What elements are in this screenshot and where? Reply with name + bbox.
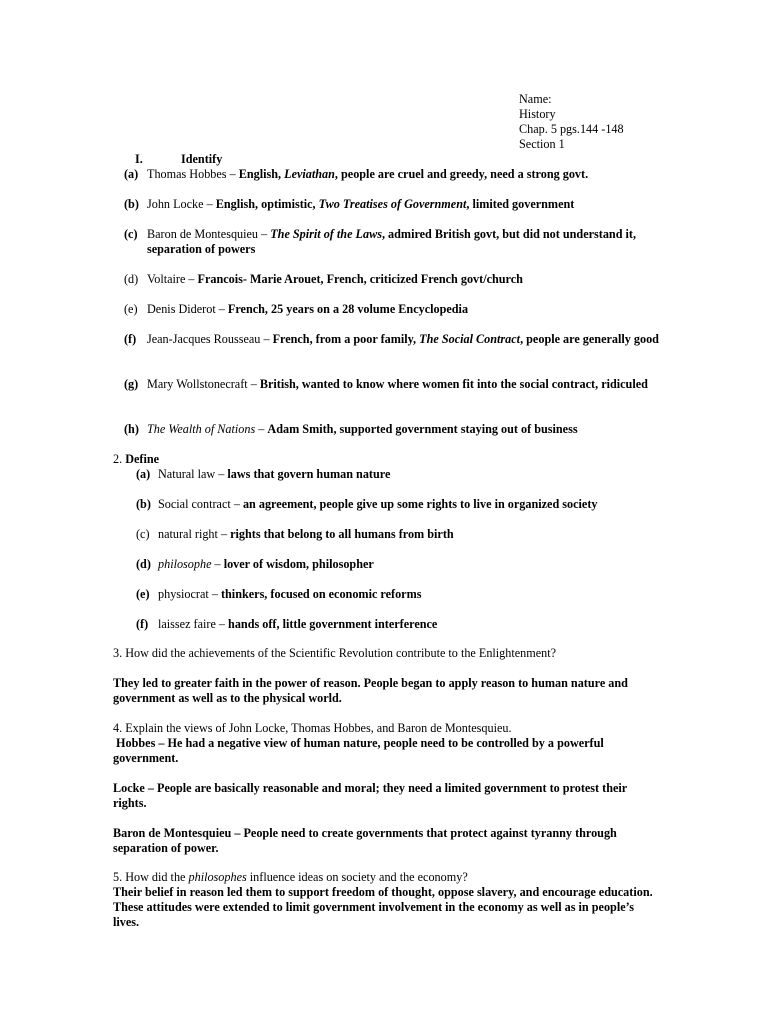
item-separator: – [203, 197, 216, 211]
item-label: (a) [124, 167, 139, 181]
item-separator: – [226, 167, 239, 181]
section-1-heading [135, 152, 223, 167]
question-5 [113, 870, 658, 885]
item-def: lover of wisdom, philosopher [223, 557, 374, 571]
item-desc: French, 25 years on a 28 volume Encyclopedia [227, 302, 469, 316]
answer-4-locke: Locke – People are basically reasonable and moral; they need a limited government to protest their rights. [113, 781, 627, 810]
section-1-numeral: I. [135, 152, 143, 166]
item-term: Jean-Jacques Rousseau [147, 332, 261, 346]
item-separator: – [217, 527, 231, 541]
item-term: physiocrat [158, 587, 209, 601]
chapter-label: Chap. 5 pgs.144 -148 [519, 122, 624, 136]
section-2-title: Define [125, 452, 160, 466]
item-desc: The Spirit of the Laws, admired British govt, but did not understand it, separation of powers [147, 227, 637, 256]
section-label: Section 1 [519, 137, 565, 151]
item-desc: English, optimistic, Two Treatises of Government, limited government [215, 197, 575, 211]
item-separator: – [211, 557, 224, 571]
item-separator: – [185, 272, 198, 286]
item-desc: Adam Smith, supported government staying out of business [267, 422, 578, 436]
item-def: laws that govern human nature [227, 467, 391, 481]
item-label: (b) [136, 497, 151, 511]
item-desc: English, Leviathan, people are cruel and greedy, need a strong govt. [238, 167, 589, 181]
item-separator: – [215, 302, 228, 316]
item-label: (c) [136, 527, 150, 541]
section-1-title: Identify [181, 152, 223, 166]
item-term: Social contract [158, 497, 231, 511]
section-2-number: 2. [113, 452, 123, 466]
header-block [519, 92, 624, 152]
item-label: (d) [124, 272, 139, 286]
question-5-text-start: 5. How did the [113, 870, 189, 884]
question-4: 4. Explain the views of John Locke, Thomas Hobbes, and Baron de Montesquieu. [113, 721, 512, 735]
question-5-text-end: influence ideas on society and the economy? [246, 870, 468, 884]
item-separator: – [255, 422, 268, 436]
item-desc: Francois- Marie Arouet, French, criticized French govt/church [197, 272, 523, 286]
item-term: The Wealth of Nations [147, 422, 256, 436]
name-field: Name: [519, 92, 552, 106]
answer-4-montesquieu: Baron de Montesquieu – People need to create governments that protect against tyranny through separation of power. [113, 826, 617, 855]
item-term: Natural law [158, 467, 216, 481]
answer-5: Their belief in reason led them to support freedom of thought, oppose slavery, and encourage education. These attitudes were extended to limit government involvement in the economy as well as in people’s lives. [113, 885, 653, 929]
item-def: thinkers, focused on economic reforms [220, 587, 422, 601]
item-separator: – [260, 332, 273, 346]
item-term: Thomas Hobbes [147, 167, 227, 181]
section-2-heading [113, 452, 159, 467]
item-separator: – [247, 377, 260, 391]
item-def: rights that belong to all humans from birth [230, 527, 454, 541]
item-label: (c) [124, 227, 138, 241]
item-label: (e) [136, 587, 150, 601]
item-desc: British, wanted to know where women fit into the social contract, ridiculed [259, 377, 648, 391]
item-term: Baron de Montesquieu [147, 227, 259, 241]
item-separator: – [215, 617, 229, 631]
item-term: natural right [158, 527, 218, 541]
item-desc: French, from a poor family, The Social Contract, people are generally good [272, 332, 659, 346]
item-label: (b) [124, 197, 139, 211]
item-separator: – [208, 587, 221, 601]
item-term: John Locke [147, 197, 204, 211]
item-label: (a) [136, 467, 151, 481]
question-3: 3. How did the achievements of the Scientific Revolution contribute to the Enlightenment? [113, 646, 557, 660]
item-term: Voltaire [147, 272, 186, 286]
item-term: philosophe [158, 557, 212, 571]
item-def: an agreement, people give up some rights to live in organized society [242, 497, 598, 511]
item-separator: – [215, 467, 228, 481]
item-label: (d) [136, 557, 151, 571]
item-separator: – [230, 497, 243, 511]
item-separator: – [258, 227, 271, 241]
item-label: (h) [124, 422, 139, 436]
item-label: (g) [124, 377, 139, 391]
item-label: (e) [124, 302, 138, 316]
question-5-emphasis: philosophes [188, 870, 247, 884]
item-term: laissez faire [158, 617, 216, 631]
item-term: Denis Diderot [147, 302, 216, 316]
item-label: (f) [136, 617, 149, 631]
answer-3: They led to greater faith in the power of reason. People began to apply reason to human nature and government as well as to the physical world. [113, 676, 628, 705]
item-label: (f) [124, 332, 137, 346]
item-def: hands off, little government interference [228, 617, 438, 631]
item-term: Mary Wollstonecraft [147, 377, 248, 391]
subject-label: History [519, 107, 556, 121]
answer-4-hobbes: Hobbes – He had a negative view of human nature, people need to be controlled by a powerful government. [113, 736, 607, 765]
